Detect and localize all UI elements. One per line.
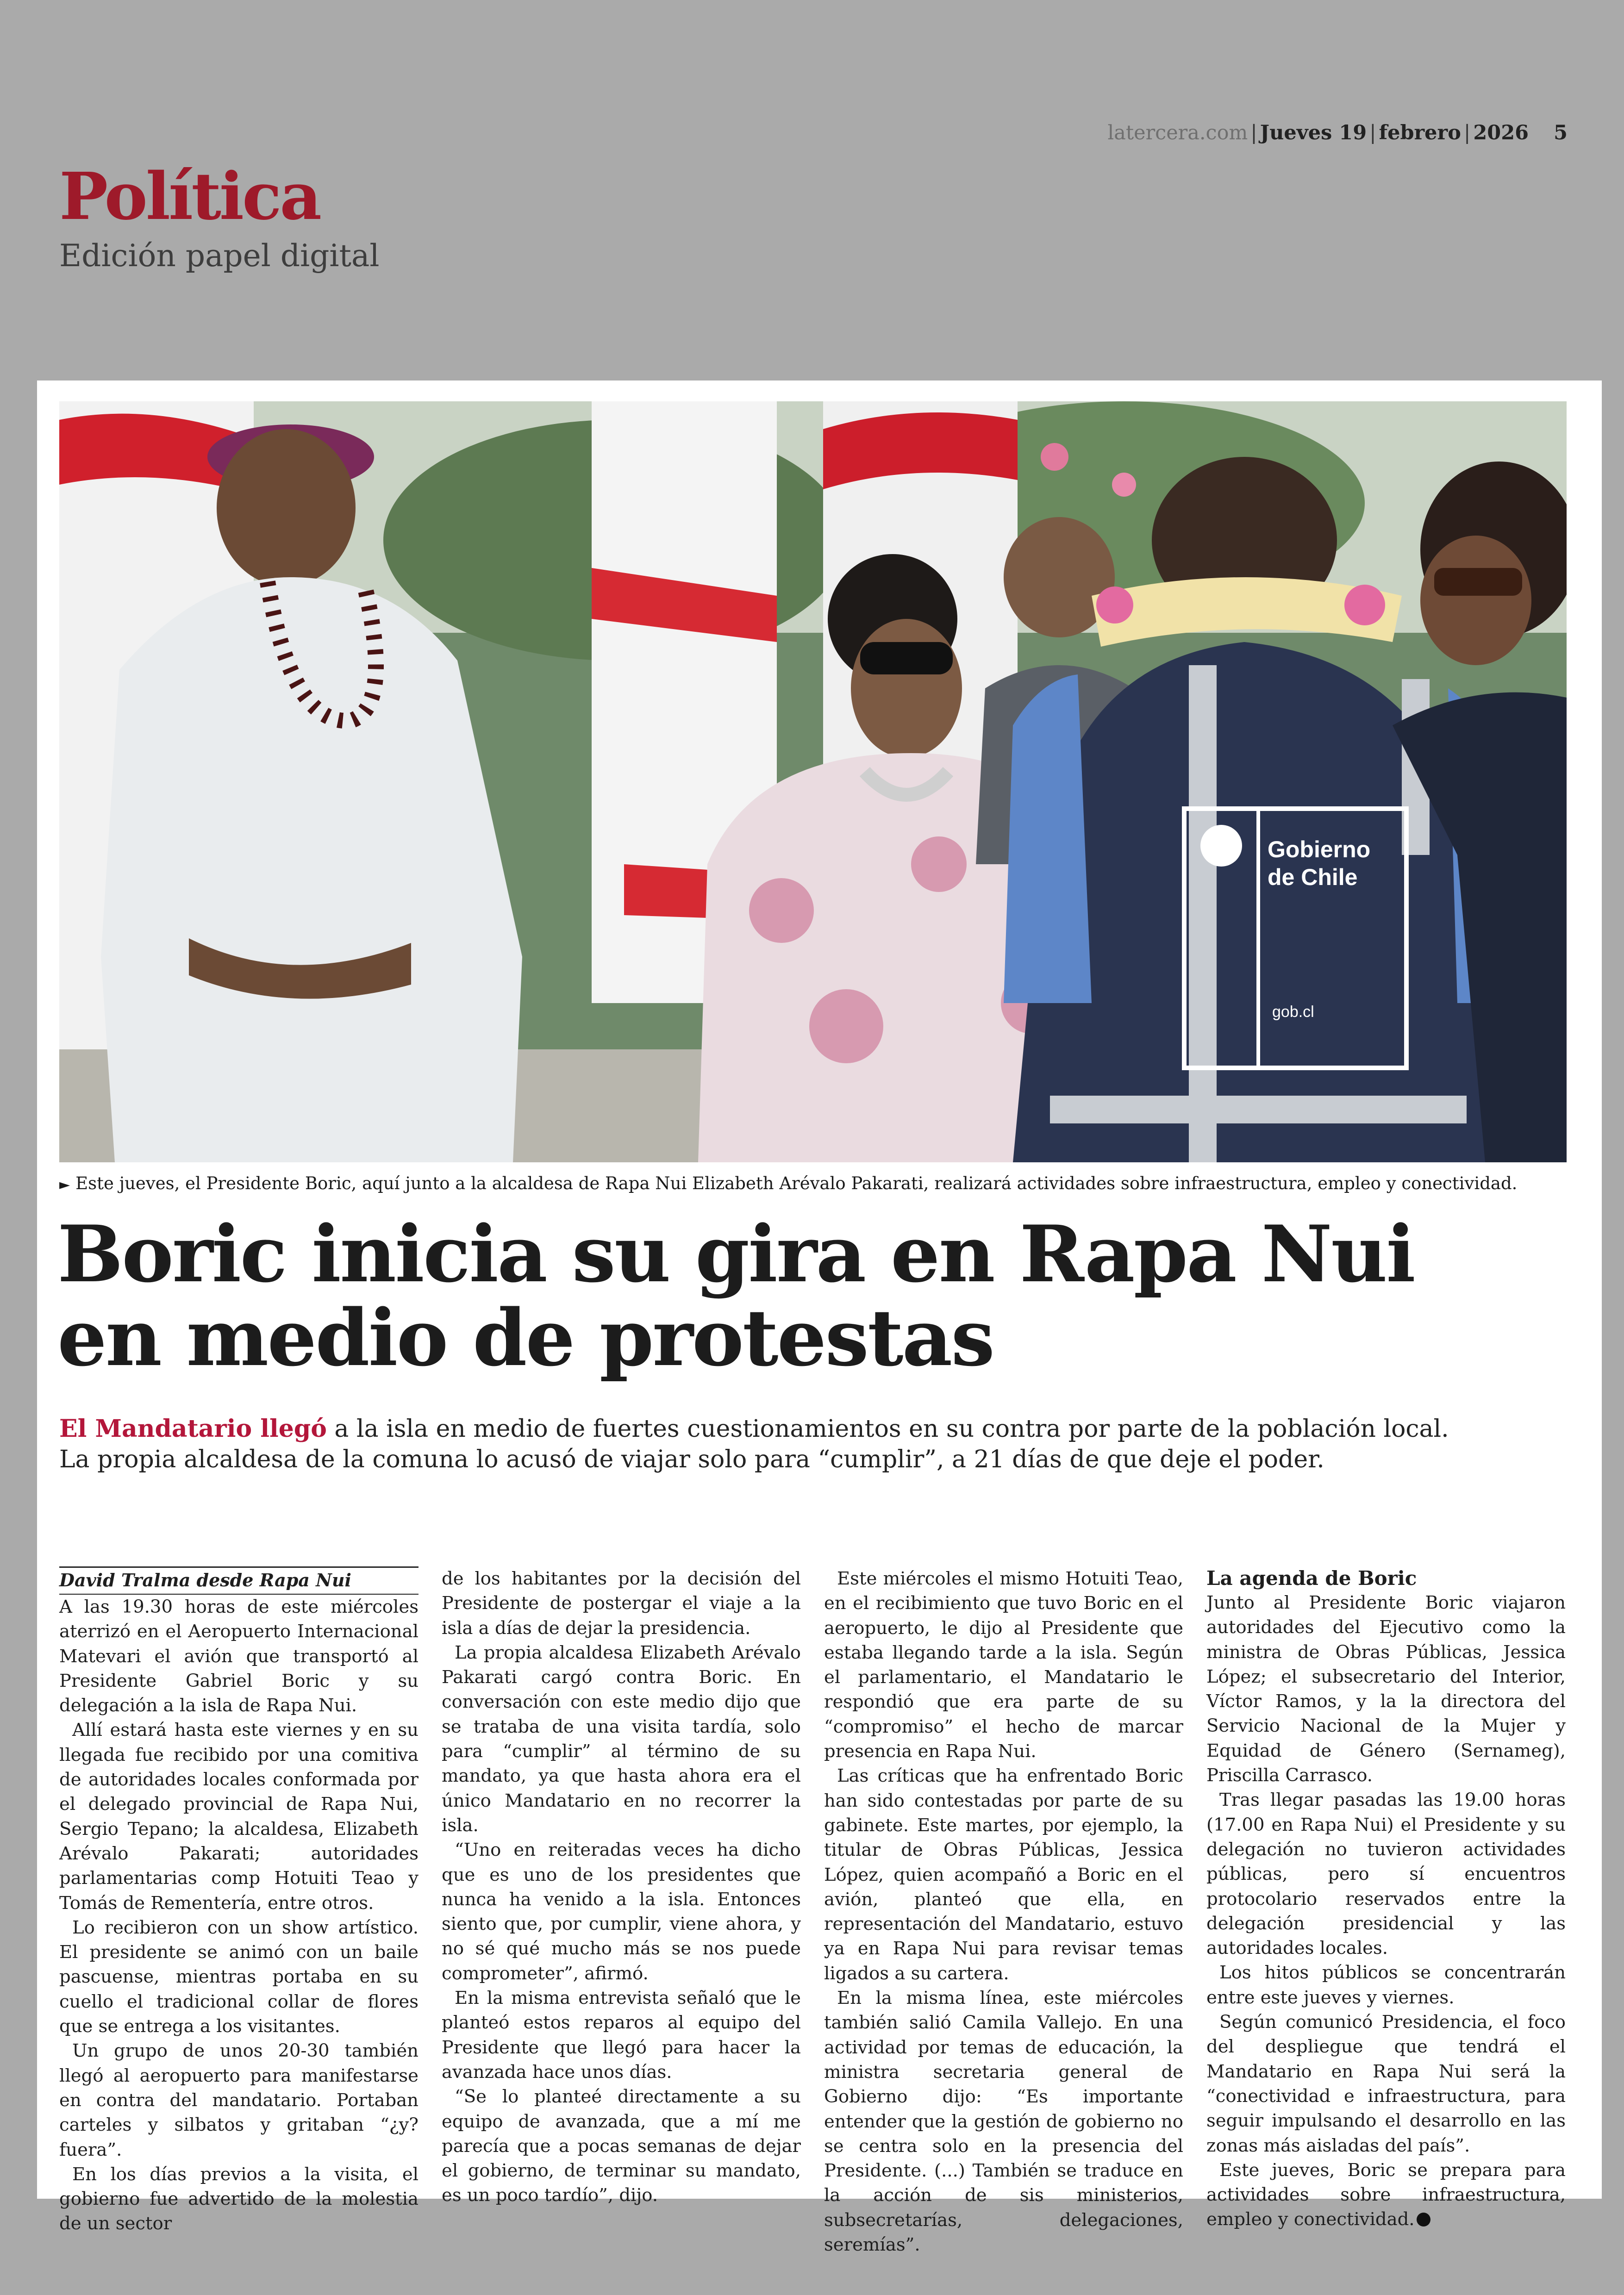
article-column-2	[442, 1566, 801, 2208]
paragraph: Según comunicó Presidencia, el foco del despliegue que tendrá el Mandatario en Rapa Nui será la “conectividad e infraestructura, para seguir impulsando el desarrollo en las zonas más aisladas del país”.	[1206, 2012, 1566, 2156]
paragraph: La propia alcaldesa Elizabeth Arévalo Pakarati cargó contra Boric. En conversación con este medio dijo que se trataba de una visita tardía, solo para “cumplir” al término de su mandato, ya que hasta ahora era el único Mandatario en no recorrer la isla.	[442, 1642, 801, 1836]
article-column-1	[59, 1566, 418, 2236]
lead-photo	[59, 401, 1567, 1162]
article-headline	[57, 1208, 1565, 1384]
section-title: Política	[59, 159, 320, 235]
caption-text: Este jueves, el Presidente Boric, aquí junto a la alcaldesa de Rapa Nui Elizabeth Arévalo Pakarati, realizará actividades sobre infraestructura, empleo y conectividad.	[75, 1173, 1518, 1193]
vest-footer: gob.cl	[1272, 1003, 1314, 1021]
article-deck	[59, 1414, 1567, 1475]
paragraph-text: Este jueves, Boric se prepara para actividades sobre infraestructura, empleo y conectividad.	[1206, 2159, 1566, 2230]
paragraph: Lo recibieron con un show artístico. El presidente se animó con un baile pascuense, mientras portaba en su cuello el tradicional collar de flores que se entrega a los visitantes.	[59, 1917, 418, 2037]
weekday-day: Jueves 19	[1260, 121, 1367, 144]
paragraph	[1206, 2158, 1566, 2232]
paragraph: A las 19.30 horas de este miércoles aterrizó en el Aeropuerto Internacional Matevari el avión que transportó al Presidente Gabriel Boric y su delegación a la isla de Rapa Nui.	[59, 1597, 418, 1716]
deck-line-1: a la isla en medio de fuertes cuestionamientos en su contra por parte de la población local.	[334, 1415, 1449, 1443]
headline-line-2: en medio de protestas	[57, 1292, 993, 1384]
paragraph: “Uno en reiteradas veces ha dicho que es uno de los presidentes que nunca ha venido a la isla. Entonces siento que, por cumplir, viene ahora, y no sé qué mucho más se nos puede comprometer”, afirmó.	[442, 1840, 801, 1984]
paragraph: Este miércoles el mismo Hotuiti Teao, en el recibimiento que tuvo Boric en el aeropuerto, le dijo al Presidente que estaba llegando tarde a la isla. Según el parlamentario, el Mandatario le respondió que era parte de su “compromiso” el hecho de marcar presencia en Rapa Nui.	[824, 1568, 1183, 1762]
edition-subtitle: Edición papel digital	[59, 238, 380, 274]
paragraph: Un grupo de unos 20-30 también llegó al aeropuerto para manifestarse en contra del mandatario. Portaban carteles y silbatos y gritaban “¿y? fuera”.	[59, 2040, 418, 2160]
paragraph: Junto al Presidente Boric viajaron autoridades del Ejecutivo como la ministra de Obras Públicas, Jessica López; el subsecretario del Interior, Víctor Ramos, y la la directora del Servicio Nacional de la Mujer y Equidad de Género (Sernameg), Priscilla Carrasco.	[1206, 1592, 1566, 1786]
paragraph: Allí estará hasta este viernes y en su llegada fue recibido por una comitiva de autoridades locales conformada por el delegado provincial de Rapa Nui, Sergio Tepano; la alcaldesa, Elizabeth Arévalo Pakarati; autoridades parlamentarias comp Hotuiti Teao y Tomás de Rementería, entre otros.	[59, 1720, 418, 1914]
vest-text-line1: Gobierno	[1268, 836, 1371, 862]
paragraph: Los hitos públicos se concentrarán entre este jueves y viernes.	[1206, 1962, 1566, 2008]
paragraph: En la misma línea, este miércoles también salió Camila Vallejo. En una actividad por temas de educación, la ministra secretaria general de Gobierno dijo: “Es importante entender que la gestión de gobierno no se centra solo en la presencia del Presidente. (...) También se traduce en la acción de sis ministerios, subsecretarías, delegaciones, seremías”.	[824, 1988, 1183, 2256]
paragraph: “Se lo planteé directamente a su equipo de avanzada, que a mí me parecía que a pocas semanas de dejar el gobierno, de terminar su mandato, es un poco tardío”, dijo.	[442, 2086, 801, 2206]
paragraph: En los días previos a la visita, el gobierno fue advertido de la molestia de un sector	[59, 2164, 418, 2234]
paragraph: Tras llegar pasadas las 19.00 horas (17.00 en Rapa Nui) el Presidente y su delegación no tuvieron actividades públicas, pero sí encuentros protocolario reservados entre la delegación presidencial y las autoridades locales.	[1206, 1790, 1566, 1959]
year: 2026	[1473, 121, 1529, 144]
deck-line-2: La propia alcaldesa de la comuna lo acusó de viajar solo para “cumplir”, a 21 días de que deje el poder.	[59, 1446, 1324, 1474]
caption-arrow-icon: ►	[59, 1177, 70, 1193]
deck-lead: El Mandatario llegó	[59, 1415, 327, 1443]
paragraph: de los habitantes por la decisión del Presidente de postergar el viaje a la isla a días de dejar la presidencia.	[442, 1568, 801, 1639]
agenda-sidebar	[1206, 1566, 1566, 2232]
masthead-dateline: latercera.com | Jueves 19 | febrero | 2026 5	[1107, 121, 1568, 144]
photo-caption	[59, 1173, 1567, 1193]
photo-illustration	[59, 401, 1567, 1162]
vest-text-line2: de Chile	[1268, 864, 1358, 890]
newspaper-page	[37, 380, 1602, 2256]
sidebar-title: La agenda de Boric	[1206, 1567, 1417, 1590]
page-number: 5	[1554, 121, 1568, 144]
paragraph: Las críticas que ha enfrentado Boric han sido contestadas por parte de su gabinete. Este martes, por ejemplo, la titular de Obras Públicas, Jessica López, quien acompañó a Boric en el avión, planteó que ella, en representación del Mandatario, estuvo ya en Rapa Nui para revisar temas ligados a su cartera.	[824, 1765, 1183, 1984]
month: febrero	[1379, 121, 1461, 144]
paragraph: En la misma entrevista señaló que le planteó estos reparos al equipo del Presidente que llegó para hacer la avanzada hace unos días.	[442, 1988, 801, 2083]
site-name: latercera.com	[1107, 121, 1248, 144]
headline-line-1: Boric inicia su gira en Rapa Nui	[57, 1208, 1414, 1300]
end-mark-icon	[1417, 2213, 1430, 2226]
article-column-3	[824, 1566, 1183, 2257]
byline: David Tralma desde Rapa Nui	[59, 1566, 418, 1595]
